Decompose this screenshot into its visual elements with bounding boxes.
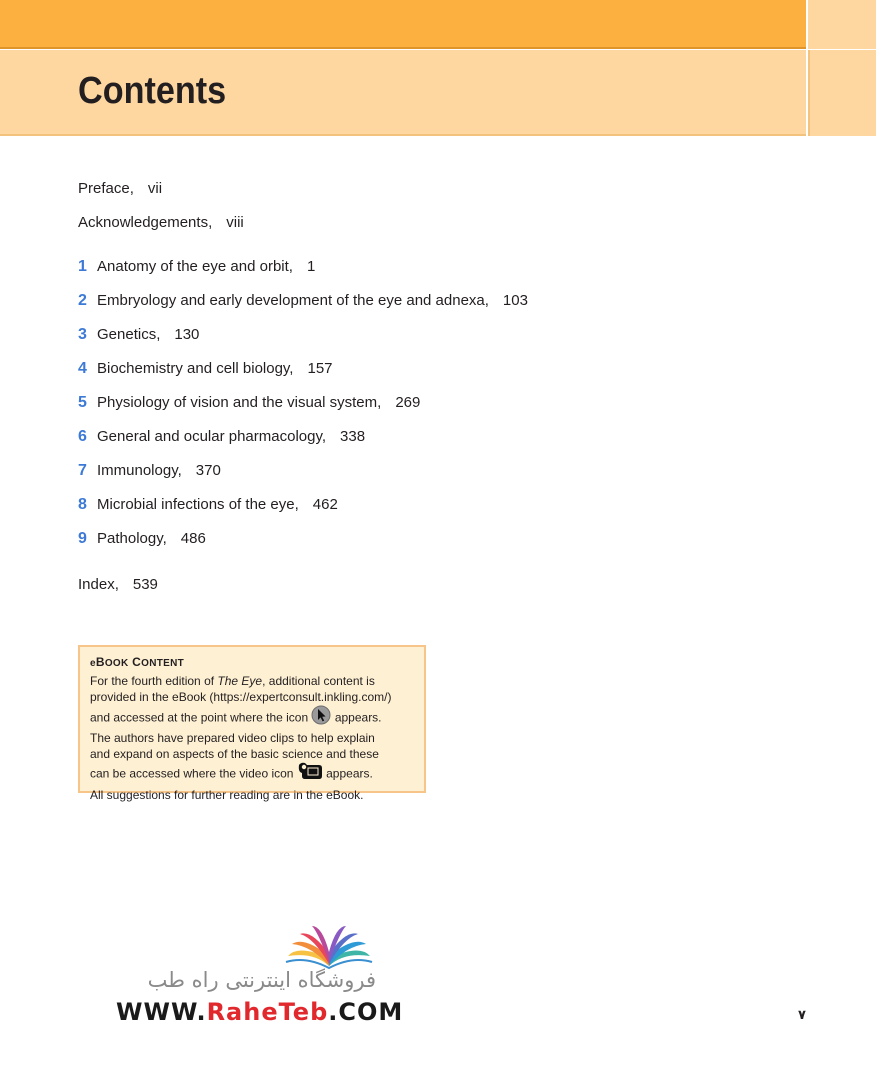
- chapter-title: Immunology,: [97, 462, 182, 479]
- book-title: The Eye: [217, 674, 263, 688]
- heading-char: B: [95, 655, 105, 669]
- heading-smallcaps: ONTENT: [141, 658, 185, 669]
- chapter-title: Embryology and early development of the eye and adnexa,: [97, 292, 489, 309]
- heading-char: e: [90, 658, 96, 669]
- chapter-title: Biochemistry and cell biology,: [97, 360, 294, 377]
- open-book-logo: [284, 922, 374, 970]
- toc-chapter-8[interactable]: [78, 496, 338, 514]
- chapter-number: 3: [78, 326, 87, 343]
- toc-page: 539: [132, 576, 158, 593]
- header-band-corner: [808, 0, 876, 49]
- cursor-icon: [311, 705, 331, 729]
- toc-chapter-4[interactable]: [78, 360, 333, 378]
- chapter-page: 130: [174, 326, 200, 343]
- ebook-text: For the fourth edition of: [90, 674, 218, 688]
- ebook-content-box: [78, 645, 426, 802]
- header-band-tab: [808, 50, 876, 136]
- chapter-number: 1: [78, 258, 87, 275]
- chapter-page: 1: [306, 258, 316, 275]
- chapter-number: 7: [78, 462, 87, 479]
- chapter-number: 9: [78, 530, 87, 547]
- page-number: ۷: [798, 1008, 806, 1023]
- chapter-title: Anatomy of the eye and orbit,: [97, 258, 293, 275]
- url-prefix: WWW.: [116, 998, 207, 1026]
- watermark-persian-text: فروشگاه اینترنتی راه طب: [147, 968, 376, 992]
- ebook-heading: [90, 655, 414, 669]
- toc-chapter-2[interactable]: [78, 292, 528, 310]
- chapter-number: 6: [78, 428, 87, 445]
- chapter-page: 486: [180, 530, 206, 547]
- toc-chapter-3[interactable]: [78, 326, 199, 344]
- url-suffix: .COM: [328, 998, 404, 1026]
- ebook-text: and accessed at the point where the icon: [90, 709, 312, 724]
- ebook-text: All suggestions for further reading are in the eBook.: [90, 787, 364, 802]
- ebook-text: can be accessed where the video icon: [90, 766, 297, 781]
- video-camera-icon: [297, 761, 323, 785]
- heading-char: C: [132, 655, 142, 669]
- ebook-text: appears.: [322, 766, 373, 781]
- ebook-text: appears.: [331, 709, 382, 724]
- url-brand: RaheTeb: [206, 998, 329, 1026]
- toc-label: Preface,: [78, 180, 134, 197]
- chapter-title: Physiology of vision and the visual system,: [97, 394, 382, 411]
- chapter-number: 5: [78, 394, 87, 411]
- chapter-title: Genetics,: [97, 326, 161, 343]
- chapter-title: Pathology,: [97, 530, 167, 547]
- page-title: Contents: [78, 70, 227, 112]
- toc-chapter-9[interactable]: [78, 530, 206, 548]
- chapter-page: 462: [312, 496, 338, 513]
- chapter-number: 4: [78, 360, 87, 377]
- chapter-page: 103: [502, 292, 528, 309]
- toc-entry-index[interactable]: [78, 576, 158, 593]
- chapter-page: 338: [340, 428, 366, 445]
- toc-label: Index,: [78, 576, 119, 593]
- ebook-body: [90, 673, 414, 803]
- toc-chapter-5[interactable]: [78, 394, 420, 412]
- chapter-title: General and ocular pharmacology,: [97, 428, 327, 445]
- chapter-page: 269: [395, 394, 421, 411]
- chapter-page: 370: [195, 462, 221, 479]
- toc-chapter-1[interactable]: [78, 258, 315, 276]
- toc-page: vii: [147, 180, 163, 197]
- toc-page: viii: [226, 214, 244, 231]
- toc-entry-preface[interactable]: [78, 180, 162, 197]
- toc-chapter-7[interactable]: [78, 462, 221, 480]
- heading-smallcaps: OOK: [104, 658, 129, 669]
- toc-chapter-6[interactable]: [78, 428, 365, 446]
- toc-entry-acknowledgements[interactable]: [78, 214, 244, 231]
- header-band-top: [0, 0, 806, 49]
- toc-label: Acknowledgements,: [78, 214, 213, 231]
- chapter-title: Microbial infections of the eye,: [97, 496, 299, 513]
- ebook-text: provided in the eBook (https://expertconsult.inkling.com/): [90, 690, 392, 705]
- ebook-text: The authors have prepared video clips to help explain: [90, 730, 375, 745]
- chapter-number: 8: [78, 496, 87, 513]
- ebook-text: and expand on aspects of the basic science and these: [90, 747, 379, 762]
- chapter-number: 2: [78, 292, 87, 309]
- chapter-page: 157: [307, 360, 333, 377]
- watermark-site-url[interactable]: [116, 998, 403, 1026]
- ebook-text: , additional content is: [262, 674, 375, 688]
